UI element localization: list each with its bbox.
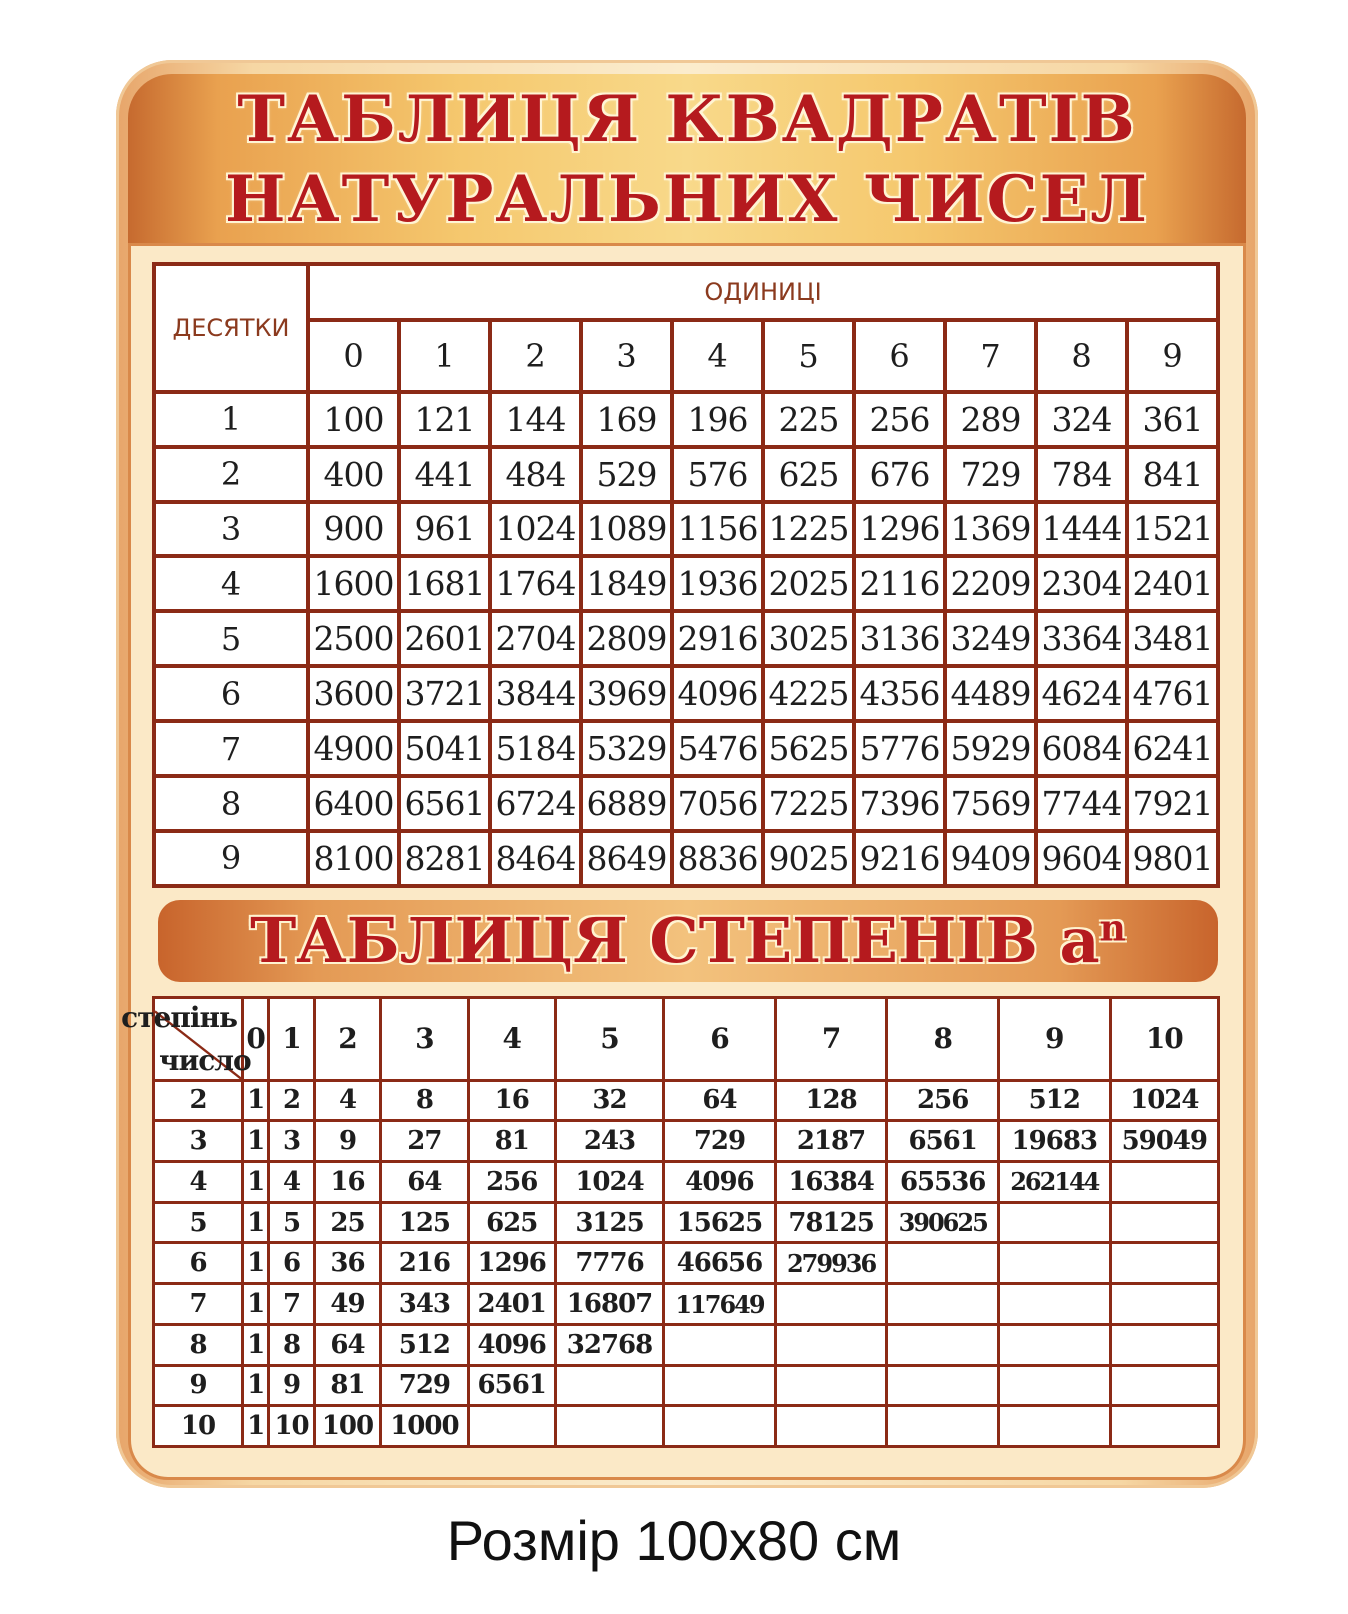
squares-row: [154, 831, 1218, 886]
square-value-cell: 9216: [854, 831, 945, 886]
units-column-header: 7: [945, 320, 1036, 392]
squares-row: [154, 447, 1218, 502]
square-value-cell: 196: [672, 392, 763, 447]
square-value-cell: 4096: [672, 666, 763, 721]
square-value-cell: 2025: [763, 556, 854, 611]
square-value-cell: 7921: [1127, 776, 1218, 831]
square-value-cell: 2401: [1127, 556, 1218, 611]
base-row-header: 2: [154, 1080, 243, 1121]
exponent-label: степінь: [121, 1001, 237, 1034]
exponent-header-row: [154, 998, 1219, 1081]
tens-row-header: 6: [154, 666, 308, 721]
square-value-cell: 3600: [308, 666, 399, 721]
power-value-cell: 343: [381, 1284, 468, 1325]
power-value-cell: 46656: [664, 1243, 776, 1284]
power-value-cell: 279936: [775, 1243, 887, 1284]
units-column-header: 1: [399, 320, 490, 392]
exponent-column-header: 2: [314, 998, 380, 1081]
square-value-cell: 1600: [308, 556, 399, 611]
power-value-cell: 16807: [555, 1284, 663, 1325]
exponent-column-header: 0: [243, 998, 269, 1081]
power-value-cell: [1110, 1324, 1218, 1365]
power-value-cell: 19683: [998, 1121, 1110, 1162]
square-value-cell: 5041: [399, 721, 490, 776]
power-value-cell: 7776: [555, 1243, 663, 1284]
square-value-cell: 6400: [308, 776, 399, 831]
power-value-cell: 25: [314, 1202, 380, 1243]
power-value-cell: 6: [269, 1243, 315, 1284]
power-value-cell: [998, 1243, 1110, 1284]
power-value-cell: 4: [314, 1080, 380, 1121]
power-value-cell: [998, 1406, 1110, 1447]
power-value-cell: 16384: [775, 1162, 887, 1203]
power-value-cell: 2401: [468, 1284, 555, 1325]
units-column-row: [154, 320, 1218, 392]
power-value-cell: 32768: [555, 1324, 663, 1365]
power-value-cell: 243: [555, 1121, 663, 1162]
power-value-cell: 8: [269, 1324, 315, 1365]
squares-row: [154, 556, 1218, 611]
units-column-header: 6: [854, 320, 945, 392]
power-value-cell: 625: [468, 1202, 555, 1243]
squares-row: [154, 502, 1218, 557]
powers-row: [154, 1202, 1219, 1243]
base-row-header: 5: [154, 1202, 243, 1243]
power-value-cell: [555, 1365, 663, 1406]
power-value-cell: [887, 1324, 999, 1365]
square-value-cell: 225: [763, 392, 854, 447]
square-value-cell: 2704: [490, 611, 581, 666]
exponent-column-header: 5: [555, 998, 663, 1081]
square-value-cell: 7396: [854, 776, 945, 831]
square-value-cell: 4900: [308, 721, 399, 776]
exponent-column-header: 8: [887, 998, 999, 1081]
power-value-cell: 64: [664, 1080, 776, 1121]
power-value-cell: 1: [243, 1162, 269, 1203]
power-value-cell: 216: [381, 1243, 468, 1284]
squares-title-line2: НАТУРАЛЬНИХ ЧИСЕЛ: [225, 162, 1149, 237]
power-value-cell: [998, 1324, 1110, 1365]
squares-table: [152, 262, 1220, 888]
square-value-cell: 3249: [945, 611, 1036, 666]
square-value-cell: 4356: [854, 666, 945, 721]
tens-row-header: 2: [154, 447, 308, 502]
square-value-cell: 8649: [581, 831, 672, 886]
powers-row: [154, 1324, 1219, 1365]
power-value-cell: [775, 1365, 887, 1406]
power-value-cell: 36: [314, 1243, 380, 1284]
power-value-cell: 117649: [664, 1284, 776, 1325]
powers-row: [154, 1243, 1219, 1284]
power-value-cell: 16: [468, 1080, 555, 1121]
squares-row: [154, 721, 1218, 776]
power-value-cell: 64: [381, 1162, 468, 1203]
power-value-cell: 15625: [664, 1202, 776, 1243]
square-value-cell: 9604: [1036, 831, 1127, 886]
power-value-cell: 512: [998, 1080, 1110, 1121]
units-header: ОДИНИЦІ: [308, 264, 1218, 320]
power-value-cell: [998, 1284, 1110, 1325]
power-value-cell: 1: [243, 1243, 269, 1284]
power-value-cell: 128: [775, 1080, 887, 1121]
square-value-cell: 2209: [945, 556, 1036, 611]
square-value-cell: 5476: [672, 721, 763, 776]
square-value-cell: 3481: [1127, 611, 1218, 666]
square-value-cell: 3721: [399, 666, 490, 721]
power-value-cell: [1110, 1243, 1218, 1284]
power-value-cell: [1110, 1406, 1218, 1447]
square-value-cell: 100: [308, 392, 399, 447]
square-value-cell: 256: [854, 392, 945, 447]
power-value-cell: 125: [381, 1202, 468, 1243]
square-value-cell: 900: [308, 502, 399, 557]
power-value-cell: [998, 1202, 1110, 1243]
power-value-cell: [887, 1365, 999, 1406]
power-value-cell: 6561: [468, 1365, 555, 1406]
square-value-cell: 4761: [1127, 666, 1218, 721]
powers-row: [154, 1365, 1219, 1406]
tens-row-header: 7: [154, 721, 308, 776]
power-value-cell: 262144: [998, 1162, 1110, 1203]
power-value-cell: 78125: [775, 1202, 887, 1243]
units-column-header: 9: [1127, 320, 1218, 392]
powers-row: [154, 1080, 1219, 1121]
power-value-cell: 512: [381, 1324, 468, 1365]
power-value-cell: 1: [243, 1202, 269, 1243]
power-value-cell: 1: [243, 1121, 269, 1162]
square-value-cell: 1156: [672, 502, 763, 557]
power-value-cell: 1: [243, 1406, 269, 1447]
power-value-cell: [1110, 1365, 1218, 1406]
square-value-cell: 3969: [581, 666, 672, 721]
square-value-cell: 7225: [763, 776, 854, 831]
square-value-cell: 841: [1127, 447, 1218, 502]
square-value-cell: 2304: [1036, 556, 1127, 611]
power-value-cell: 6561: [887, 1121, 999, 1162]
tens-row-header: 8: [154, 776, 308, 831]
units-column-header: 0: [308, 320, 399, 392]
tens-row-header: 3: [154, 502, 308, 557]
square-value-cell: 8464: [490, 831, 581, 886]
units-column-header: 5: [763, 320, 854, 392]
power-value-cell: 32: [555, 1080, 663, 1121]
square-value-cell: 6084: [1036, 721, 1127, 776]
power-value-cell: 256: [468, 1162, 555, 1203]
exponent-column-header: 4: [468, 998, 555, 1081]
power-value-cell: 4: [269, 1162, 315, 1203]
square-value-cell: 8836: [672, 831, 763, 886]
tens-row-header: 1: [154, 392, 308, 447]
power-value-cell: 1: [243, 1324, 269, 1365]
power-value-cell: 10: [269, 1406, 315, 1447]
square-value-cell: 2601: [399, 611, 490, 666]
square-value-cell: 5625: [763, 721, 854, 776]
square-value-cell: 6241: [1127, 721, 1218, 776]
powers-row: [154, 1284, 1219, 1325]
power-value-cell: 49: [314, 1284, 380, 1325]
exponent-column-header: 1: [269, 998, 315, 1081]
square-value-cell: 1369: [945, 502, 1036, 557]
squares-row: [154, 666, 1218, 721]
square-value-cell: 2500: [308, 611, 399, 666]
square-value-cell: 8100: [308, 831, 399, 886]
power-value-cell: 3: [269, 1121, 315, 1162]
squares-title-line1: ТАБЛИЦЯ КВАДРАТІВ: [237, 82, 1137, 157]
base-row-header: 6: [154, 1243, 243, 1284]
power-value-cell: 100: [314, 1406, 380, 1447]
square-value-cell: 7569: [945, 776, 1036, 831]
power-value-cell: 64: [314, 1324, 380, 1365]
power-value-cell: 2187: [775, 1121, 887, 1162]
square-value-cell: 484: [490, 447, 581, 502]
square-value-cell: 2916: [672, 611, 763, 666]
power-value-cell: [664, 1324, 776, 1365]
power-value-cell: 729: [381, 1365, 468, 1406]
exponent-column-header: 9: [998, 998, 1110, 1081]
powers-title-text: ТАБЛИЦЯ СТЕПЕНІВ a: [250, 904, 1100, 977]
square-value-cell: 729: [945, 447, 1036, 502]
power-value-cell: 3125: [555, 1202, 663, 1243]
size-caption: Розмір 100x80 см: [446, 1509, 902, 1572]
units-column-header: 4: [672, 320, 763, 392]
square-value-cell: 1936: [672, 556, 763, 611]
square-value-cell: 6561: [399, 776, 490, 831]
square-value-cell: 9025: [763, 831, 854, 886]
powers-table: [121, 996, 1220, 1448]
power-value-cell: 81: [468, 1121, 555, 1162]
power-value-cell: [664, 1406, 776, 1447]
power-value-cell: [887, 1243, 999, 1284]
power-value-cell: [775, 1324, 887, 1365]
square-value-cell: 144: [490, 392, 581, 447]
square-value-cell: 4225: [763, 666, 854, 721]
square-value-cell: 3364: [1036, 611, 1127, 666]
power-value-cell: 59049: [1110, 1121, 1218, 1162]
power-value-cell: [998, 1365, 1110, 1406]
square-value-cell: 361: [1127, 392, 1218, 447]
square-value-cell: 5776: [854, 721, 945, 776]
square-value-cell: 2809: [581, 611, 672, 666]
square-value-cell: 1521: [1127, 502, 1218, 557]
power-value-cell: 1: [243, 1284, 269, 1325]
base-row-header: 10: [154, 1406, 243, 1447]
power-value-cell: 1024: [1110, 1080, 1218, 1121]
square-value-cell: 576: [672, 447, 763, 502]
base-row-header: 3: [154, 1121, 243, 1162]
power-value-cell: [468, 1406, 555, 1447]
power-value-cell: 9: [314, 1121, 380, 1162]
squares-row: [154, 611, 1218, 666]
squares-row: [154, 392, 1218, 447]
square-value-cell: 9801: [1127, 831, 1218, 886]
square-value-cell: 400: [308, 447, 399, 502]
powers-row: [154, 1406, 1219, 1447]
powers-row: [154, 1162, 1219, 1203]
power-value-cell: 729: [664, 1121, 776, 1162]
square-value-cell: 6724: [490, 776, 581, 831]
power-value-cell: 1024: [555, 1162, 663, 1203]
exponent-column-header: 3: [381, 998, 468, 1081]
square-value-cell: 1764: [490, 556, 581, 611]
square-value-cell: 9409: [945, 831, 1036, 886]
power-value-cell: [887, 1284, 999, 1325]
power-value-cell: 390625: [887, 1202, 999, 1243]
power-value-cell: 256: [887, 1080, 999, 1121]
tens-header: ДЕСЯТКИ: [154, 264, 308, 392]
power-value-cell: 1: [243, 1080, 269, 1121]
powers-title-exponent: n: [1099, 907, 1126, 950]
square-value-cell: 5184: [490, 721, 581, 776]
square-value-cell: 676: [854, 447, 945, 502]
square-value-cell: 324: [1036, 392, 1127, 447]
base-label: число: [159, 1043, 251, 1077]
power-value-cell: [775, 1406, 887, 1447]
power-value-cell: [1110, 1284, 1218, 1325]
square-value-cell: 784: [1036, 447, 1127, 502]
square-value-cell: 1225: [763, 502, 854, 557]
power-value-cell: [664, 1365, 776, 1406]
square-value-cell: 8281: [399, 831, 490, 886]
power-value-cell: [775, 1284, 887, 1325]
square-value-cell: 7744: [1036, 776, 1127, 831]
power-value-cell: 65536: [887, 1162, 999, 1203]
power-value-cell: [1110, 1162, 1218, 1203]
square-value-cell: 4624: [1036, 666, 1127, 721]
power-value-cell: 1296: [468, 1243, 555, 1284]
power-value-cell: 1000: [381, 1406, 468, 1447]
square-value-cell: 121: [399, 392, 490, 447]
squares-row: [154, 776, 1218, 831]
power-value-cell: 4096: [664, 1162, 776, 1203]
units-column-header: 2: [490, 320, 581, 392]
square-value-cell: 3025: [763, 611, 854, 666]
tens-row-header: 5: [154, 611, 308, 666]
power-value-cell: 7: [269, 1284, 315, 1325]
square-value-cell: 1024: [490, 502, 581, 557]
power-value-cell: 9: [269, 1365, 315, 1406]
power-value-cell: 1: [243, 1365, 269, 1406]
square-value-cell: 2116: [854, 556, 945, 611]
square-value-cell: 7056: [672, 776, 763, 831]
square-value-cell: 5329: [581, 721, 672, 776]
square-value-cell: 169: [581, 392, 672, 447]
tens-row-header: 9: [154, 831, 308, 886]
power-value-cell: [555, 1406, 663, 1447]
power-value-cell: 27: [381, 1121, 468, 1162]
powers-title: [158, 904, 1218, 977]
power-value-cell: 2: [269, 1080, 315, 1121]
exponent-column-header: 6: [664, 998, 776, 1081]
power-value-cell: [1110, 1202, 1218, 1243]
square-value-cell: 1296: [854, 502, 945, 557]
power-value-cell: 5: [269, 1202, 315, 1243]
square-value-cell: 289: [945, 392, 1036, 447]
square-value-cell: 1089: [581, 502, 672, 557]
powers-row: [154, 1121, 1219, 1162]
square-value-cell: 1681: [399, 556, 490, 611]
power-value-cell: 8: [381, 1080, 468, 1121]
base-row-header: 4: [154, 1162, 243, 1203]
power-value-cell: 4096: [468, 1324, 555, 1365]
base-row-header: 9: [154, 1365, 243, 1406]
square-value-cell: 625: [763, 447, 854, 502]
power-value-cell: [887, 1406, 999, 1447]
base-row-header: 7: [154, 1284, 243, 1325]
square-value-cell: 3136: [854, 611, 945, 666]
square-value-cell: 529: [581, 447, 672, 502]
tens-row-header: 4: [154, 556, 308, 611]
units-column-header: 8: [1036, 320, 1127, 392]
units-column-header: 3: [581, 320, 672, 392]
square-value-cell: 1849: [581, 556, 672, 611]
power-value-cell: 16: [314, 1162, 380, 1203]
square-value-cell: 4489: [945, 666, 1036, 721]
square-value-cell: 1444: [1036, 502, 1127, 557]
power-value-cell: 81: [314, 1365, 380, 1406]
square-value-cell: 6889: [581, 776, 672, 831]
square-value-cell: 5929: [945, 721, 1036, 776]
square-value-cell: 441: [399, 447, 490, 502]
base-row-header: 8: [154, 1324, 243, 1365]
exponent-column-header: 10: [1110, 998, 1218, 1081]
powers-corner-cell: [121, 998, 251, 1081]
square-value-cell: 961: [399, 502, 490, 557]
exponent-column-header: 7: [775, 998, 887, 1081]
square-value-cell: 3844: [490, 666, 581, 721]
